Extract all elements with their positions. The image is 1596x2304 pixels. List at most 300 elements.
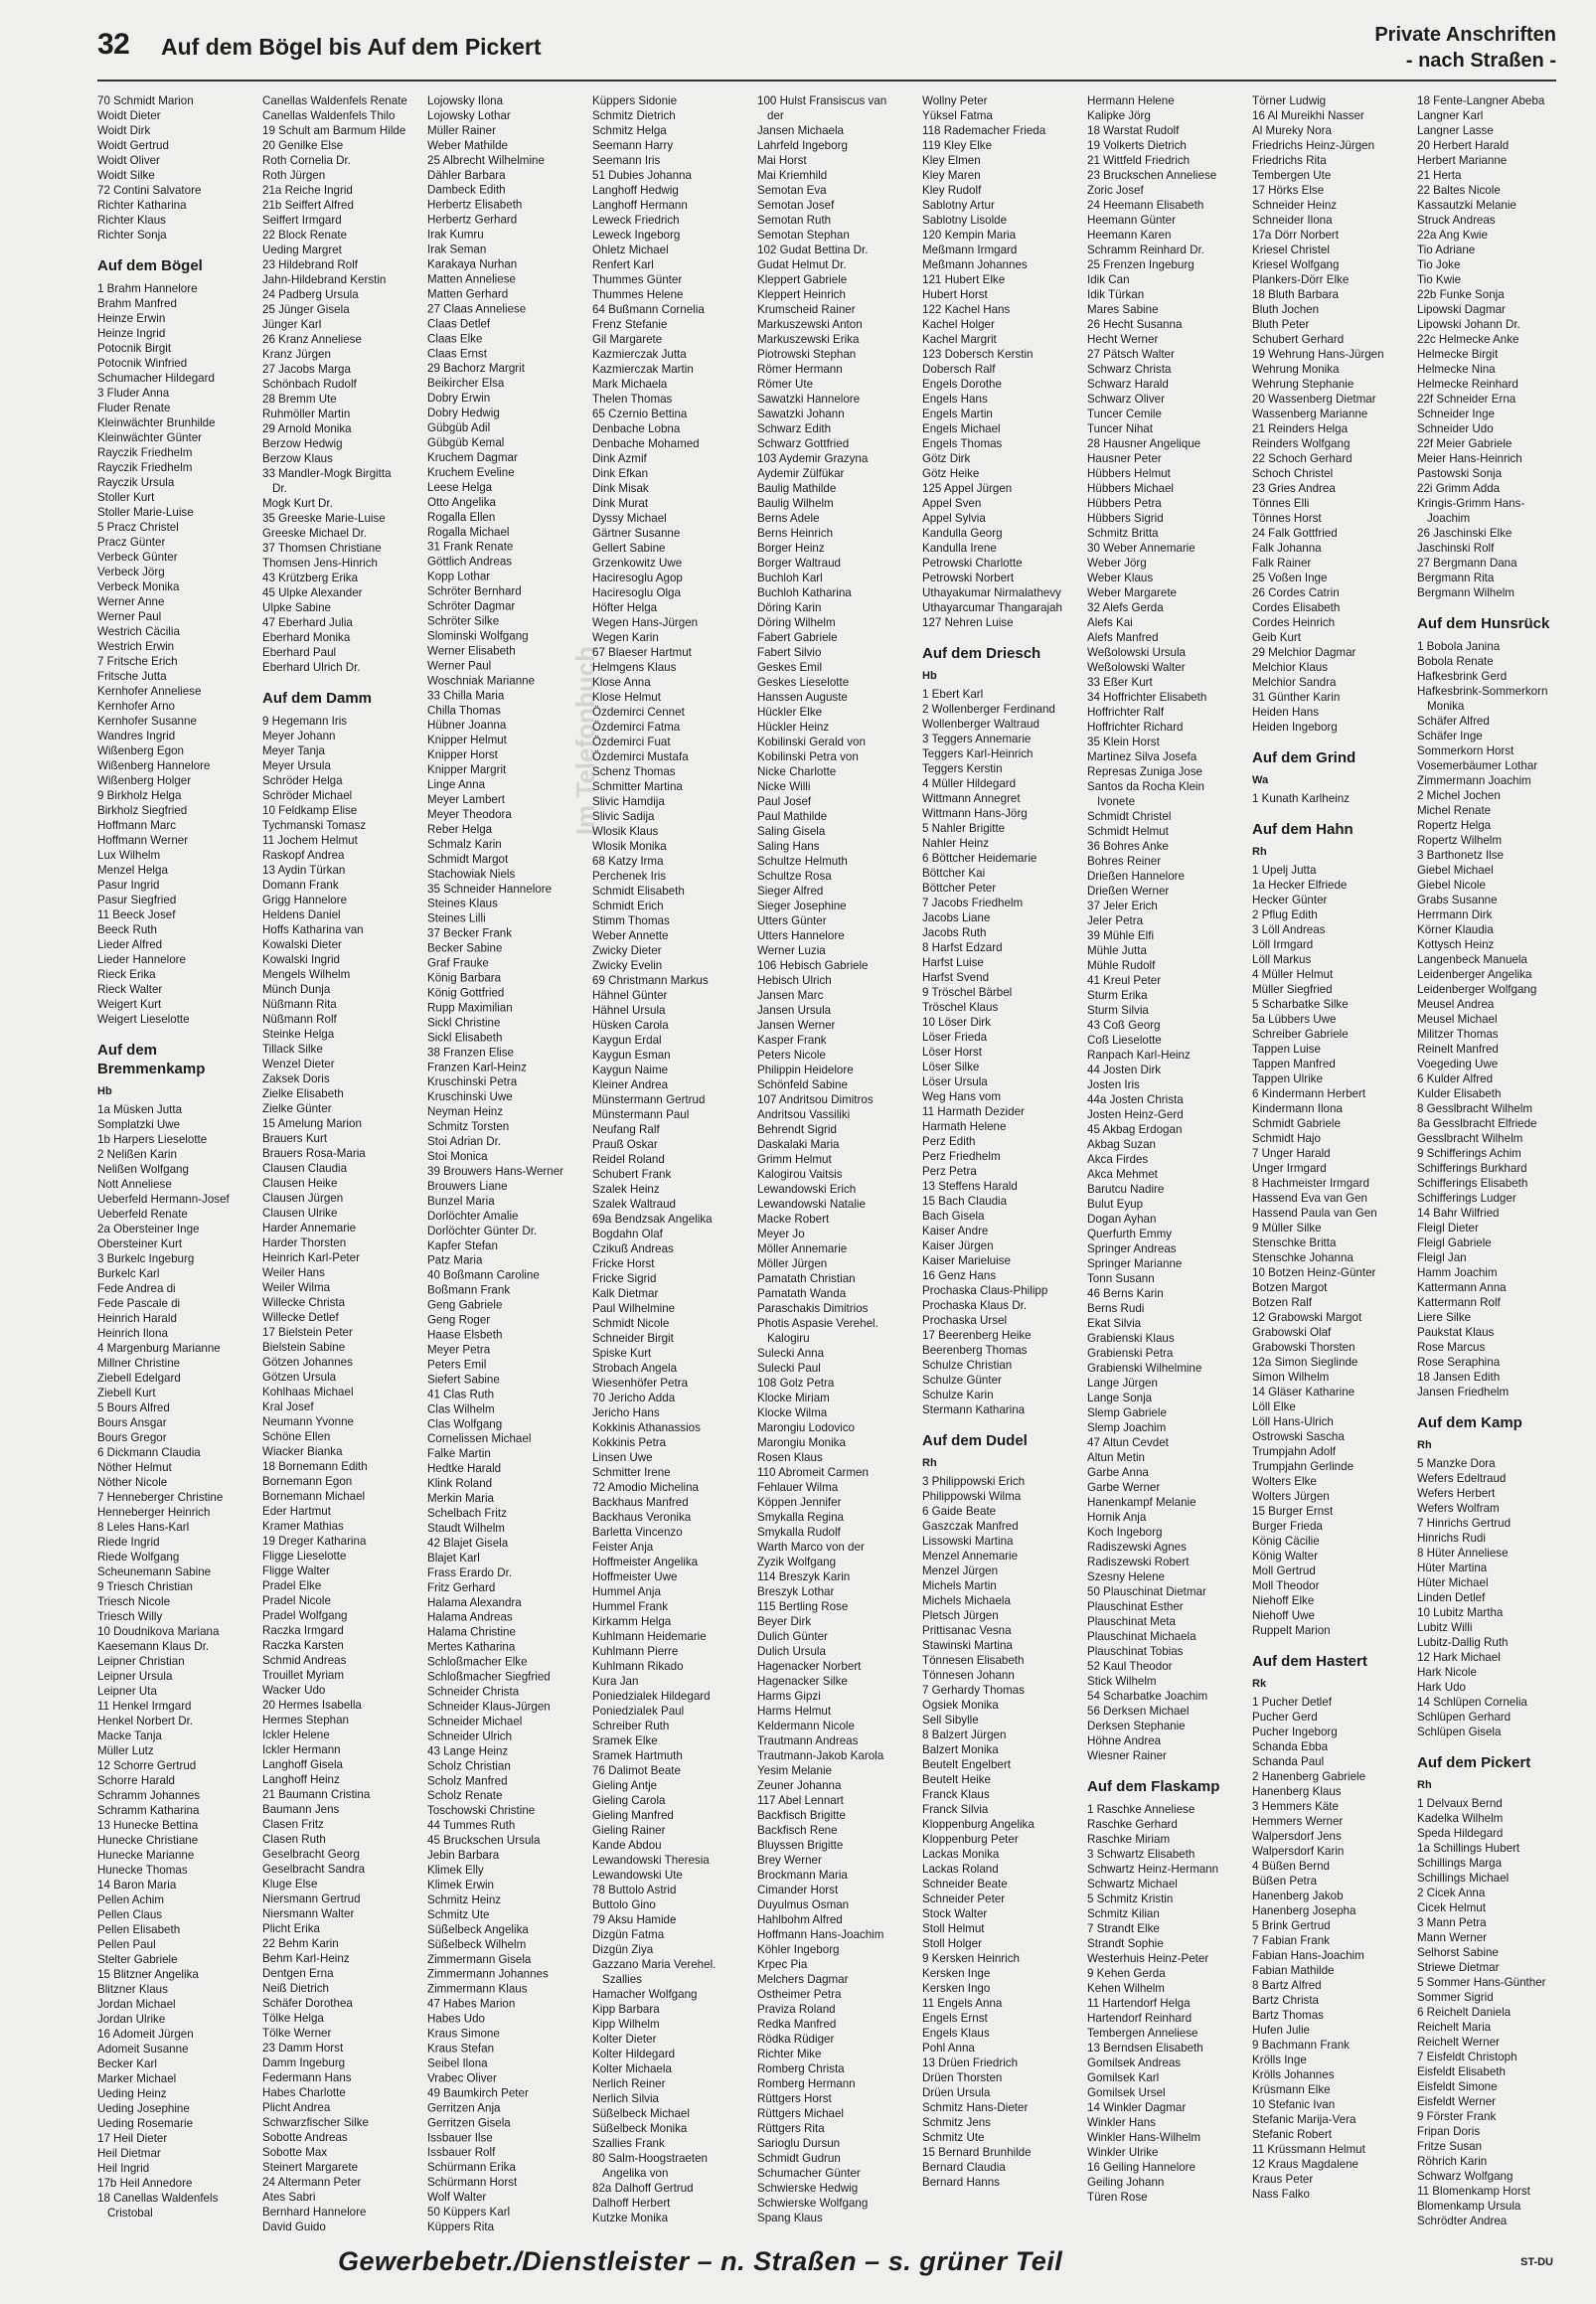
resident-entry: Heinrich Karl-Peter — [262, 1251, 360, 1264]
resident-entry: Fabert Silvio — [757, 646, 822, 659]
resident-entry: 6 Böttcher Heidemarie — [922, 852, 1037, 865]
resident-entry: Kobilinski Petra von — [757, 750, 859, 763]
resident-entry: 20 Herbert Harald — [1417, 139, 1510, 152]
resident-entry: Nass Falko — [1252, 2188, 1310, 2201]
resident-entry: 10 Stefanic Ivan — [1252, 2098, 1336, 2111]
resident-entry: 1 Bobola Janina — [1417, 640, 1501, 653]
resident-entry: Raschke Miriam — [1087, 1833, 1171, 1846]
resident-entry: David Guido — [262, 2221, 326, 2233]
resident-entry: Müller Lutz — [97, 1744, 154, 1757]
resident-entry: Tappen Luise — [1252, 1043, 1321, 1056]
resident-entry: Tembergen Ute — [1252, 169, 1332, 182]
resident-entry: Schneider Michael — [427, 1715, 523, 1728]
resident-entry: Sobotte Andreas — [262, 2131, 348, 2144]
resident-entry: Spang Klaus — [757, 2212, 823, 2224]
resident-entry: Richter Katharina — [97, 199, 187, 212]
resident-entry: Trouillet Myriam — [262, 1669, 345, 1682]
resident-entry: Sickl Christine — [427, 1016, 501, 1030]
resident-entry: Schönfeld Sabine — [757, 1078, 848, 1091]
resident-entry: Adomeit Susanne — [97, 2043, 189, 2056]
resident-entry: Özdemirci Cennet — [592, 706, 685, 719]
resident-entry: Dambeck Edith — [427, 183, 506, 197]
resident-entry: Henneberger Heinrich — [97, 1506, 211, 1519]
resident-entry: Hagenacker Silke — [757, 1675, 848, 1688]
resident-entry: Bulut Eyup — [1087, 1198, 1144, 1211]
resident-entry: 30 Weber Annemarie — [1087, 542, 1196, 555]
resident-entry: Wißenberg Holger — [97, 774, 192, 787]
resident-entry: Mann Werner — [1417, 1931, 1488, 1944]
resident-entry: 24 Falk Gottfried — [1252, 527, 1338, 540]
resident-entry: Martinez Silva Josefa — [1087, 750, 1197, 763]
resident-entry: Nahler Heinz — [922, 837, 990, 850]
resident-entry: Kadelka Wilhelm — [1417, 1812, 1504, 1825]
resident-entry: Hemmers Werner — [1252, 1815, 1344, 1828]
resident-entry: Friedrichs Rita — [1252, 154, 1327, 167]
resident-entry: Süßelbeck Wilhelm — [427, 1937, 527, 1951]
resident-entry: Schröder Michael — [262, 789, 353, 802]
resident-entry: Smykalla Rudolf — [757, 1526, 841, 1539]
resident-entry: Kruschinski Uwe — [427, 1090, 513, 1104]
resident-entry: Knipper Horst — [427, 748, 498, 762]
resident-entry: Bartz Thomas — [1252, 2009, 1324, 2022]
resident-entry: 8 Bartz Alfred — [1252, 1979, 1322, 1992]
resident-entry: 19 Wehrung Hans-Jürgen — [1252, 348, 1384, 361]
resident-entry: Clas Wilhelm — [427, 1402, 495, 1416]
resident-entry: Klink Roland — [427, 1477, 493, 1491]
resident-entry: Sablotny Lisolde — [922, 214, 1008, 227]
resident-entry: Obersteiner Kurt — [97, 1237, 183, 1250]
resident-entry: Botzen Ralf — [1252, 1296, 1312, 1309]
resident-entry: Schröter Bernhard — [427, 584, 522, 598]
resident-entry: Mogk Kurt Dr. — [262, 497, 333, 510]
resident-entry: Steines Klaus — [427, 897, 498, 910]
resident-entry: Pamatath Christian — [757, 1272, 856, 1285]
resident-entry: Tonn Susann — [1087, 1272, 1155, 1285]
resident-entry: Harfst Luise — [922, 956, 984, 969]
resident-entry: 17 Hörks Else — [1252, 184, 1325, 197]
resident-entry: Giebel Nicole — [1417, 879, 1486, 892]
resident-entry: Kulder Elisabeth — [1417, 1087, 1502, 1100]
resident-entry: Melchers Dagmar — [757, 1973, 849, 1986]
resident-entry: Schneider Udo — [1417, 422, 1494, 435]
resident-entry: Schmitter Irene — [592, 1466, 671, 1479]
resident-entry: 80 Salm-Hoogstraeten — [592, 2152, 708, 2165]
resident-entry: Gieling Manfred — [592, 1809, 674, 1822]
resident-entry: 1a Schillings Hubert — [1417, 1842, 1520, 1855]
resident-entry: Franzen Karl-Heinz — [427, 1061, 527, 1074]
resident-entry: 3 Barthonetz Ilse — [1417, 849, 1505, 862]
resident-entry: Tappen Ulrike — [1252, 1072, 1323, 1085]
resident-entry: Potocnik Birgit — [97, 342, 172, 355]
resident-entry: Götzen Ursula — [262, 1371, 337, 1384]
resident-entry: 5 Pracz Christel — [97, 521, 179, 534]
resident-entry: Kutzke Monika — [592, 2212, 669, 2224]
resident-entry: Warth Marco von der — [757, 1541, 865, 1554]
resident-entry: Heinze Ingrid — [97, 327, 166, 340]
resident-entry: Kley Rudolf — [922, 184, 982, 197]
resident-entry: Schreiber Ruth — [592, 1720, 670, 1732]
resident-entry: 21 Wittfeld Friedrich — [1087, 154, 1191, 167]
resident-entry: 28 Bremm Ute — [262, 393, 337, 406]
resident-entry: Kazmierczak Jutta — [592, 348, 687, 361]
resident-entry: 4 Büßen Bernd — [1252, 1860, 1330, 1873]
resident-entry: Kraus Peter — [1252, 2173, 1314, 2186]
resident-entry: Moll Theodor — [1252, 1579, 1320, 1592]
resident-entry: Krölls Johannes — [1252, 2068, 1335, 2081]
resident-entry: Plauschinat Michaela — [1087, 1630, 1197, 1643]
resident-entry: Ueding Margret — [262, 244, 342, 256]
resident-entry: Drießen Hannelore — [1087, 870, 1185, 883]
resident-entry: Paukstat Klaus — [1417, 1326, 1495, 1339]
resident-entry: Meusel Andrea — [1417, 998, 1495, 1011]
resident-entry: Yesim Melanie — [757, 1764, 832, 1777]
resident-entry: 16 Geiling Hannelore — [1087, 2161, 1196, 2174]
resident-entry: Cimander Horst — [757, 1884, 839, 1896]
resident-entry: Prittisanac Vesna — [922, 1624, 1012, 1637]
resident-entry: 3 Burkelc Ingeburg — [97, 1252, 195, 1265]
resident-entry: Leweck Ingeborg — [592, 229, 681, 242]
resident-entry: Menzel Helga — [97, 864, 168, 877]
directory-column — [757, 93, 908, 2234]
resident-entry: 29 Melchior Dagmar — [1252, 646, 1357, 659]
resident-entry: 7 Henneberger Christine — [97, 1491, 224, 1504]
resident-entry: 103 Aydemir Grazyna — [757, 452, 869, 465]
resident-entry: Sulecki Anna — [757, 1347, 825, 1360]
resident-entry: Heemann Günter — [1087, 214, 1176, 227]
resident-entry: 3 Fluder Anna — [97, 387, 170, 400]
resident-entry: 72 Amodio Michelina — [592, 1481, 699, 1494]
district-code: Rk — [1252, 1678, 1267, 1690]
resident-entry: Hoffrichter Richard — [1087, 721, 1184, 734]
resident-entry: Heiden Hans — [1252, 706, 1320, 719]
resident-entry: Schifferings Ludger — [1417, 1192, 1516, 1205]
resident-entry: Seemann Iris — [592, 154, 661, 167]
resident-entry: 115 Bertling Rose — [757, 1600, 849, 1613]
resident-entry: Geib Kurt — [1252, 631, 1301, 644]
resident-entry: 23 Hildebrand Rolf — [262, 258, 359, 271]
resident-entry: Cordes Elisabeth — [1252, 601, 1341, 614]
resident-entry: Heinze Erwin — [97, 312, 166, 325]
resident-entry: Slivic Sadija — [592, 810, 655, 823]
resident-entry: Backhaus Manfred — [592, 1496, 689, 1509]
resident-entry: Geng Gabriele — [427, 1298, 503, 1312]
resident-entry: Winkler Ulrike — [1087, 2146, 1159, 2159]
resident-entry: 21b Seiffert Alfred — [262, 199, 354, 212]
resident-entry: 2 Michel Jochen — [1417, 789, 1501, 802]
resident-entry: Kapfer Stefan — [427, 1238, 498, 1252]
resident-entry: Verbeck Günter — [97, 551, 178, 564]
resident-entry: Slemp Joachim — [1087, 1421, 1167, 1434]
resident-entry: Schmitz Britta — [1087, 527, 1159, 540]
resident-entry: 9 Birkholz Helga — [97, 789, 182, 802]
resident-entry: Kaiser Marieluise — [922, 1254, 1011, 1267]
resident-entry: 79 Aksu Hamide — [592, 1913, 677, 1926]
resident-entry: 7 Strandt Elke — [1087, 1922, 1160, 1935]
resident-entry: Willecke Christa — [262, 1296, 346, 1309]
resident-entry: 3 Löll Andreas — [1252, 923, 1326, 936]
resident-entry: Niehoff Uwe — [1252, 1609, 1315, 1622]
resident-entry: Böttcher Peter — [922, 882, 997, 895]
resident-entry: Falke Martin — [427, 1447, 491, 1461]
resident-entry: Schoch Christel — [1252, 467, 1334, 480]
resident-entry: Koch Ingeborg — [1087, 1526, 1163, 1539]
resident-entry: Jahn-Hildebrand Kerstin — [262, 273, 387, 286]
resident-entry: Ropertz Wilhelm — [1417, 834, 1503, 847]
resident-entry: Kobilinski Gerald von — [757, 736, 866, 748]
resident-entry: Denbache Lobna — [592, 422, 681, 435]
resident-entry: Trautmann-Jakob Karola — [757, 1749, 884, 1762]
directory-column — [592, 93, 743, 2234]
resident-entry: Sobotte Max — [262, 2146, 328, 2159]
resident-entry: Meyer Johann — [262, 730, 336, 742]
resident-entry: Ostrowski Sascha — [1252, 1430, 1345, 1443]
resident-entry: Kokkinis Petra — [592, 1436, 667, 1449]
resident-entry: Riede Ingrid — [97, 1536, 160, 1549]
resident-entry: Claas Elke — [427, 332, 483, 346]
resident-entry: 14 Schlüpen Cornelia — [1417, 1696, 1527, 1709]
resident-entry: Pamatath Wanda — [757, 1287, 847, 1300]
resident-entry: Prochaska Klaus Dr. — [922, 1299, 1028, 1312]
resident-entry: Reinders Wolfgang — [1252, 437, 1351, 450]
district-code: Wa — [1252, 774, 1269, 786]
resident-entry: Jericho Hans — [592, 1406, 660, 1419]
resident-entry: Wefers Wolfram — [1417, 1502, 1500, 1515]
resident-entry: Borger Heinz — [757, 542, 825, 555]
resident-entry: Seemann Harry — [592, 139, 674, 152]
resident-entry: Frass Erardo Dr. — [427, 1565, 513, 1579]
resident-entry: Linden Detlef — [1417, 1591, 1486, 1604]
resident-entry: Czikuß Andreas — [592, 1242, 674, 1255]
resident-entry: Pellen Claus — [97, 1908, 163, 1921]
street-heading: Auf dem Grind — [1252, 749, 1357, 766]
resident-entry: Rayczik Friedhelm — [97, 461, 193, 474]
resident-entry: Neyman Heinz — [427, 1105, 504, 1119]
resident-entry: 44 Josten Dirk — [1087, 1064, 1162, 1076]
resident-entry: Claas Detlef — [427, 317, 491, 331]
resident-entry: 31 Günther Karin — [1252, 691, 1341, 704]
resident-entry: Canellas Waldenfels Thilo — [262, 109, 396, 122]
resident-entry: Kaiser Jürgen — [922, 1239, 994, 1252]
resident-entry: 121 Hubert Elke — [922, 273, 1006, 286]
resident-entry: Woschniak Marianne — [427, 674, 536, 688]
resident-entry: Issbauer Rolf — [427, 2146, 496, 2160]
resident-entry: Habes Charlotte — [262, 2086, 346, 2099]
resident-entry: Buchloh Karl — [757, 572, 823, 584]
resident-entry: Höhne Andrea — [1087, 1734, 1162, 1747]
resident-entry: Ueding Heinz — [97, 2087, 167, 2100]
resident-entry: 51 Dubies Johanna — [592, 169, 692, 182]
resident-entry: Szesny Helene — [1087, 1570, 1165, 1583]
resident-entry: Schmidt Margot — [427, 852, 509, 866]
resident-entry: 19 Volkerts Dietrich — [1087, 139, 1187, 152]
resident-entry: Küppers Rita — [427, 2221, 495, 2234]
resident-entry: Gazzano Maria Verehel. — [592, 1958, 717, 1971]
resident-entry: Mai Kriemhild — [757, 169, 828, 182]
section-title — [1374, 22, 1556, 74]
resident-entry: Stelter Gabriele — [97, 1953, 178, 1966]
resident-entry: 49 Baumkirch Peter — [427, 2086, 529, 2100]
resident-entry: 47 Altun Cevdet — [1087, 1436, 1169, 1449]
resident-entry: Geskes Emil — [757, 661, 823, 674]
bleed-through-text: Im Telefonbuch — [570, 646, 600, 836]
district-code: Hb — [97, 1085, 112, 1097]
resident-entry: 70 Schmidt Marion — [97, 94, 194, 107]
resident-entry: Löser Ursula — [922, 1075, 988, 1088]
resident-entry: Wittmann Annegret — [922, 792, 1021, 805]
resident-entry: Raczka Irmgard — [262, 1624, 344, 1637]
resident-entry: 24 Heemann Elisabeth — [1087, 199, 1204, 212]
resident-entry: Schäfer Dorothea — [262, 1997, 353, 2010]
resident-entry: 108 Golz Petra — [757, 1377, 835, 1390]
resident-entry: Liere Silke — [1417, 1311, 1472, 1324]
resident-entry: 39 Brouwers Hans-Werner — [427, 1164, 564, 1178]
resident-entry: Knipper Margrit — [427, 763, 507, 777]
resident-entry: Radiszewski Robert — [1087, 1556, 1190, 1568]
resident-entry: Wißenberg Egon — [97, 744, 184, 757]
resident-entry: 44a Josten Christa — [1087, 1093, 1184, 1106]
resident-entry: Kersken Inge — [922, 1967, 991, 1980]
resident-entry: 5 Bours Alfred — [97, 1401, 170, 1414]
resident-entry: Wiesner Rainer — [1087, 1749, 1167, 1762]
resident-entry: Dogan Ayhan — [1087, 1213, 1157, 1226]
resident-entry: Schreiber Gabriele — [1252, 1028, 1349, 1041]
resident-entry: Schneider Heinz — [1252, 199, 1338, 212]
resident-entry: 25 Albrecht Wilhelmine — [427, 153, 545, 167]
resident-entry: Jansen Werner — [757, 1019, 836, 1032]
resident-entry: Duyulmus Osman — [757, 1898, 850, 1911]
resident-entry: Kottysch Heinz — [1417, 938, 1495, 951]
resident-entry: Eisfeldt Elisabeth — [1417, 2065, 1506, 2078]
resident-entry: Dink Misak — [592, 482, 649, 495]
resident-entry: Meier Hans-Heinrich — [1417, 452, 1522, 465]
resident-entry: Jünger Karl — [262, 318, 322, 331]
resident-entry: Clas Wolfgang — [427, 1417, 503, 1431]
resident-entry: Kachel Holger — [922, 318, 995, 331]
resident-entry: Schmidt Helmut — [1087, 825, 1169, 838]
resident-entry: Küppers Sidonie — [592, 94, 678, 107]
resident-entry: 11 Beeck Josef — [97, 908, 176, 921]
resident-entry: 107 Andritsou Dimitros — [757, 1093, 874, 1106]
resident-entry: Akca Firdes — [1087, 1153, 1149, 1166]
resident-entry: Schumacher Hildegard — [97, 372, 215, 385]
resident-entry: Gaszczak Manfred — [922, 1520, 1019, 1533]
resident-entry: 7 Fabian Frank — [1252, 1934, 1330, 1947]
resident-entry: Cordes Heinrich — [1252, 616, 1336, 629]
resident-entry: Özdemirci Fuat — [592, 736, 671, 748]
resident-entry: Ostheimer Petra — [757, 1988, 842, 2001]
resident-entry: Stoller Marie-Luise — [97, 506, 194, 519]
resident-entry: 43 Krützberg Erika — [262, 572, 359, 584]
directory-column — [427, 93, 578, 2234]
resident-entry: Hunecke Marianne — [97, 1849, 195, 1862]
resident-entry: Römer Ute — [757, 378, 814, 391]
resident-entry: Wiesenhöfer Petra — [592, 1377, 689, 1390]
resident-entry: Nerlich Reiner — [592, 2077, 666, 2090]
resident-entry: Kaygun Esman — [592, 1049, 671, 1062]
resident-entry: 11 Engels Anna — [922, 1997, 1003, 2010]
resident-entry: Jaschinski Rolf — [1417, 542, 1495, 555]
resident-entry: Nöther Helmut — [97, 1461, 172, 1474]
resident-entry: Löll Hans-Ulrich — [1252, 1415, 1334, 1428]
resident-entry: Berns Heinrich — [757, 527, 834, 540]
resident-entry: Stefanic Marija-Vera — [1252, 2113, 1357, 2126]
resident-entry: 33 Chilla Maria — [427, 689, 505, 703]
resident-entry: Dyssy Michael — [592, 512, 667, 525]
resident-entry: Engels Michael — [922, 422, 1001, 435]
resident-entry: Hanenberg Klaus — [1252, 1785, 1342, 1798]
resident-entry: Dentgen Erna — [262, 1967, 334, 1980]
resident-entry: Akca Mehmet — [1087, 1168, 1158, 1181]
resident-entry: 22 Behm Karin — [262, 1937, 339, 1950]
resident-entry: Wlosik Monika — [592, 840, 667, 853]
resident-entry: Stachowiak Niels — [427, 867, 516, 881]
resident-entry: Beyer Dirk — [757, 1615, 812, 1628]
resident-entry: Falk Rainer — [1252, 557, 1312, 570]
resident-entry: Cicek Helmut — [1417, 1901, 1486, 1914]
resident-entry: Kuhlmann Rikado — [592, 1660, 684, 1673]
resident-entry: Stoll Holger — [922, 1937, 982, 1950]
resident-entry: 45 Ulpke Alexander — [262, 586, 363, 599]
resident-entry: Tönnesen Johann — [922, 1669, 1015, 1682]
resident-entry: Leipner Uta — [97, 1685, 157, 1698]
resident-entry: Drießen Werner — [1087, 885, 1170, 898]
resident-entry: 23 Damm Horst — [262, 2042, 344, 2055]
resident-entry: 69 Christmann Markus — [592, 974, 709, 987]
resident-entry: Altun Metin — [1087, 1451, 1145, 1464]
resident-entry: Hübbers Sigrid — [1087, 512, 1164, 525]
resident-entry: Woidt Oliver — [97, 154, 160, 167]
resident-entry: Götzen Johannes — [262, 1356, 353, 1369]
resident-entry: Kranz Jürgen — [262, 348, 331, 361]
resident-entry: Lubitz-Dallig Ruth — [1417, 1636, 1509, 1649]
resident-entry: Heinrich Harald — [97, 1312, 177, 1325]
resident-entry: Weigert Lieselotte — [97, 1013, 190, 1026]
resident-entry: Meyer Jo — [757, 1228, 805, 1240]
street-heading: Auf dem Pickert — [1417, 1754, 1531, 1771]
resident-entry: Gerritzen Anja — [427, 2101, 501, 2115]
resident-entry: 15 Burger Ernst — [1252, 1505, 1334, 1518]
resident-entry: 1b Harpers Lieselotte — [97, 1133, 208, 1146]
resident-entry: Fligge Walter — [262, 1564, 330, 1577]
resident-entry: 17 Bielstein Peter — [262, 1326, 353, 1339]
resident-entry: Botzen Margot — [1252, 1281, 1328, 1294]
resident-entry: Kande Abdou — [592, 1839, 662, 1852]
resident-entry: Lux Wilhelm — [97, 849, 161, 862]
resident-entry: Triesch Willy — [97, 1610, 163, 1623]
resident-entry: Löser Silke — [922, 1061, 980, 1073]
resident-entry: Schneider Christa — [427, 1685, 520, 1699]
district-code: Rh — [922, 1457, 937, 1469]
resident-entry: 13 Hunecke Bettina — [97, 1819, 199, 1832]
resident-entry: Patz Maria — [427, 1253, 483, 1267]
resident-entry: Staudt Wilhelm — [427, 1521, 505, 1535]
resident-entry: Pucher Ingeborg — [1252, 1726, 1338, 1738]
resident-entry: Törner Ludwig — [1252, 94, 1327, 107]
resident-entry: Baumann Jens — [262, 1803, 340, 1816]
resident-entry: Weiler Wilma — [262, 1281, 331, 1294]
resident-entry: Münstermann Gertrud — [592, 1093, 706, 1106]
resident-entry: Drüen Thorsten — [922, 2071, 1003, 2084]
resident-entry: Rayczik Ursula — [97, 476, 175, 489]
resident-entry: Blajet Karl — [427, 1551, 480, 1564]
resident-entry: Trautmann Andreas — [757, 1734, 859, 1747]
resident-entry: 14 Winkler Dagmar — [1087, 2101, 1187, 2114]
resident-entry: Tölke Werner — [262, 2027, 332, 2040]
resident-entry: Schelbach Fritz — [427, 1507, 507, 1521]
resident-entry: 5 Scharbatke Silke — [1252, 998, 1349, 1011]
resident-entry: Schulze Christian — [922, 1359, 1013, 1372]
resident-entry: Lewandowski Ute — [592, 1869, 683, 1882]
